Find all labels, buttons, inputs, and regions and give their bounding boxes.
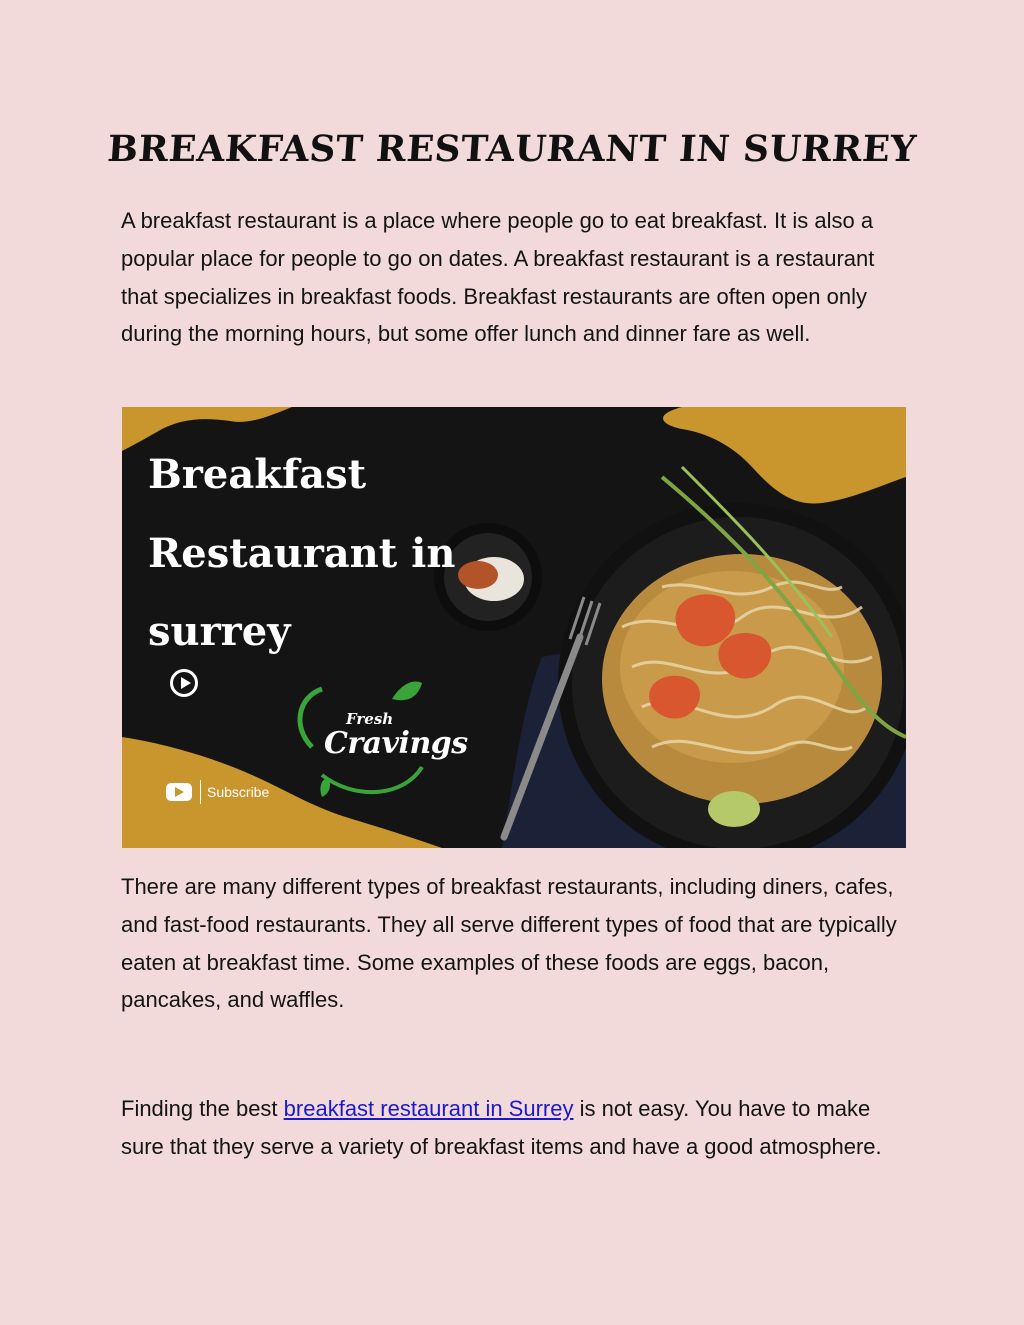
banner-heading-line-3: surrey — [148, 608, 291, 655]
finding-text-before: Finding the best — [121, 1096, 284, 1121]
fresh-cravings-logo — [300, 690, 500, 800]
subscribe-button[interactable] — [166, 779, 269, 805]
page-title: BREAKFAST RESTAURANT IN SURREY — [106, 128, 918, 170]
banner-heading-line-1: Breakfast — [148, 451, 367, 498]
finding-paragraph — [121, 1090, 911, 1166]
breakfast-restaurant-link[interactable]: breakfast restaurant in Surrey — [283, 1096, 574, 1121]
finding-text-after: is not easy. You have to make sure that they serve a variety of breakfast items and have a good atmosphere. — [121, 1096, 882, 1159]
youtube-icon — [166, 783, 192, 801]
play-circle-icon[interactable] — [170, 669, 198, 697]
logo-word-fresh: Fresh — [346, 710, 394, 728]
logo-word-cravings: Cravings — [324, 726, 468, 761]
types-paragraph: There are many different types of breakfast restaurants, including diners, cafes, and fast-food restaurants. They all serve different types of food that are typically eaten at breakfast time. Some examples of these foods are eggs, bacon, pancakes, and waffles. — [121, 874, 897, 1013]
subscribe-divider — [200, 780, 201, 804]
intro-paragraph: A breakfast restaurant is a place where people go to eat breakfast. It is also a popular place for people to go on dates. A breakfast restaurant is a restaurant that specializes in breakfast foods. Breakfast restaurants are often open only during the morning hours, but some offer lunch and dinner fare as well. — [121, 208, 875, 347]
banner-heading-line-2: Restaurant in — [148, 530, 456, 577]
subscribe-label: Subscribe — [207, 784, 270, 800]
banner-image — [122, 407, 906, 848]
